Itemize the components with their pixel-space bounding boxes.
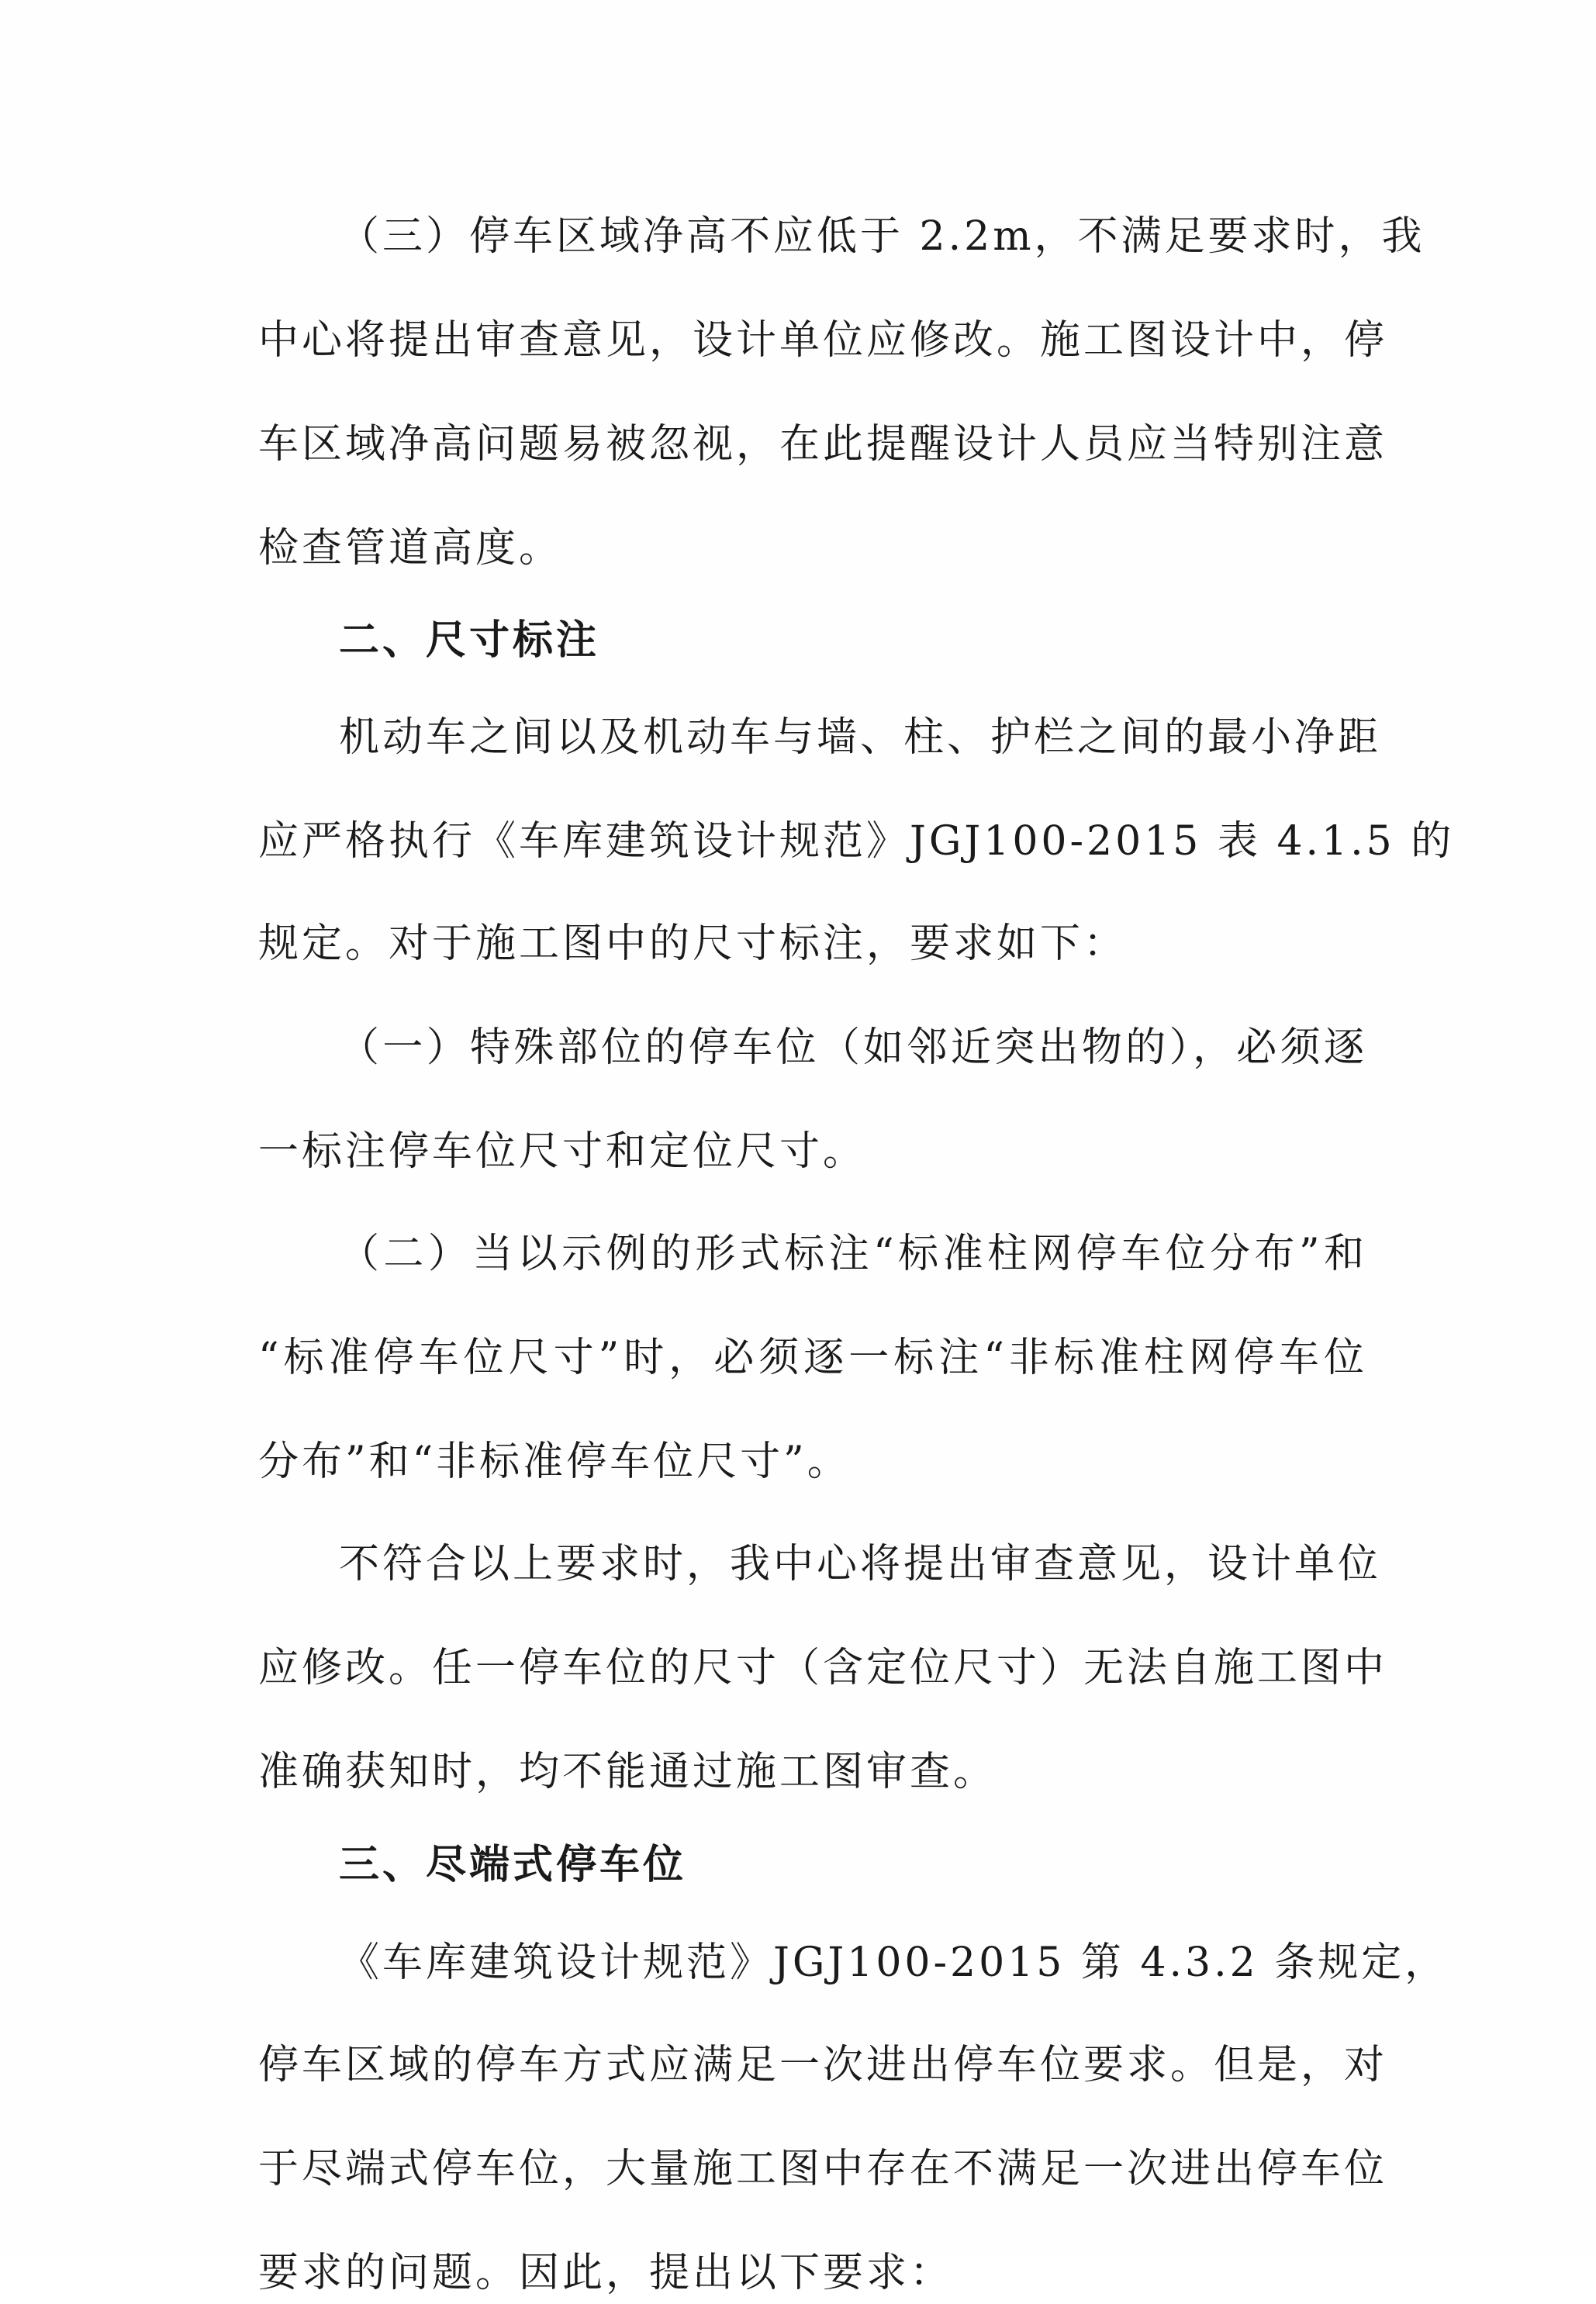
paragraph-line: 一标注停车位尺寸和定位尺寸。 bbox=[258, 1128, 867, 1175]
paragraph-line: 应修改。任一停车位的尺寸（含定位尺寸）无法自施工图中 bbox=[258, 1645, 1388, 1691]
paragraph-line: 准确获知时，均不能通过施工图审查。 bbox=[258, 1749, 997, 1795]
paragraph-line: （一）特殊部位的停车位（如邻近突出物的），必须逐 bbox=[339, 1024, 1367, 1071]
paragraph-line: 机动车之间以及机动车与墙、柱、护栏之间的最小净距 bbox=[339, 714, 1382, 761]
section-heading: 二、尺寸标注 bbox=[339, 617, 600, 664]
paragraph-line: 检查管道高度。 bbox=[258, 525, 563, 572]
paragraph-line: 于尽端式停车位，大量施工图中存在不满足一次进出停车位 bbox=[258, 2146, 1388, 2192]
paragraph-line: （三）停车区域净高不应低于 2.2m，不满足要求时，我 bbox=[339, 213, 1425, 260]
paragraph-line: 不符合以上要求时，我中心将提出审查意见，设计单位 bbox=[339, 1541, 1382, 1587]
paragraph-line: 停车区域的停车方式应满足一次进出停车位要求。但是，对 bbox=[258, 2042, 1388, 2088]
paragraph-line: 《车库建筑设计规范》JGJ100-2015 第 4.3.2 条规定， bbox=[339, 1940, 1449, 1986]
paragraph-line: 车区域净高问题易被忽视，在此提醒设计人员应当特别注意 bbox=[258, 421, 1388, 468]
section-heading: 三、尽端式停车位 bbox=[339, 1842, 687, 1888]
paragraph-line: 应严格执行《车库建筑设计规范》JGJ100-2015 表 4.1.5 的 bbox=[258, 818, 1455, 865]
paragraph-line: 规定。对于施工图中的尺寸标注，要求如下： bbox=[258, 921, 1128, 967]
paragraph-line: （二）当以示例的形式标注“标准柱网停车位分布”和 bbox=[339, 1231, 1367, 1277]
paragraph-line: 中心将提出审查意见，设计单位应修改。施工图设计中，停 bbox=[258, 317, 1388, 364]
paragraph-line: 分布”和“非标准停车位尺寸”。 bbox=[258, 1439, 851, 1485]
paragraph-line: “标准停车位尺寸”时，必须逐一标注“非标准柱网停车位 bbox=[258, 1335, 1367, 1381]
paragraph-line: 要求的问题。因此，提出以下要求： bbox=[258, 2250, 954, 2296]
